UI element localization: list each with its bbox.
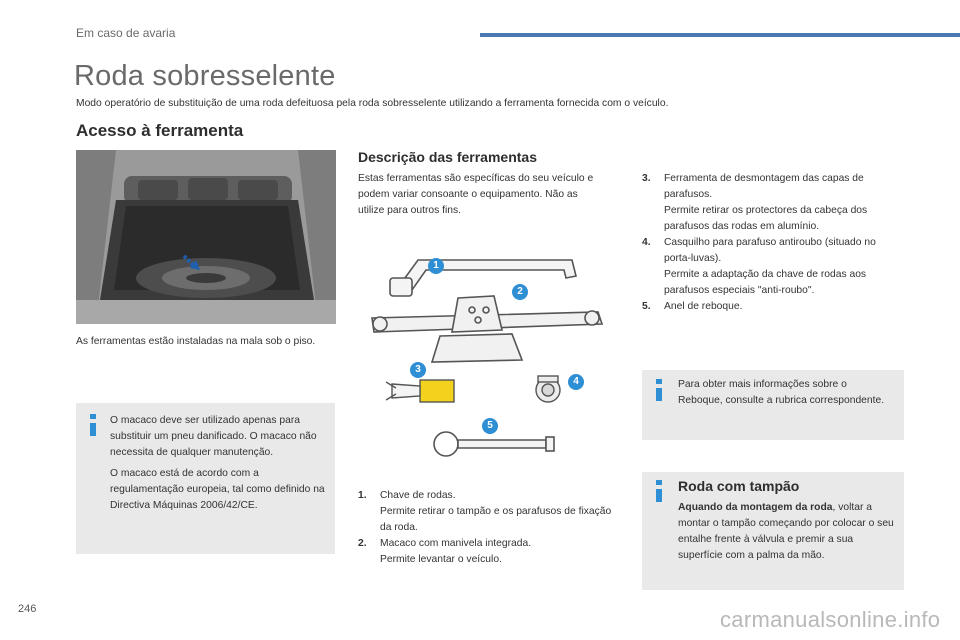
list-item-title: Chave de rodas. [380,490,456,501]
list-item-number: 3. [642,173,651,184]
hubcap-tool [386,380,454,402]
list-item-title: Anel de reboque. [664,301,743,312]
list-item-title: Ferramenta de desmontagem das capas de parafusos. [664,173,864,200]
info-icon [656,388,662,401]
note-hubcap-rest: , voltar a montar o tampão começando por colocar o seu entalhe frente à válvula e premir a sua superfície com a palma da mão. [678,502,894,561]
section-title: Acesso à ferramenta [76,121,244,140]
page-intro: Modo operatório de substituição de uma roda defeituosa pela roda sobresselente utilizando a ferramenta fornecida com o veículo. [76,98,669,109]
list-item-number: 5. [642,301,651,312]
note-towing [642,370,904,440]
list-item-detail: Permite levantar o veículo. [380,554,502,565]
note-hubcap-bold: Aquando da montagem da roda [678,502,833,513]
trunk-photo-drawing [76,150,336,324]
label-5: 5 [482,418,498,434]
label-2: 2 [512,284,528,300]
trunk-photo [76,150,336,324]
info-icon [90,423,96,436]
list-item-detail: Permite a adaptação da chave de rodas aos parafusos especiais "anti-roubo". [664,269,867,296]
note-hubcap-title: Roda com tampão [678,478,800,494]
list-item-detail: Permite retirar os protectores da cabeça dos parafusos das rodas em alumínio. [664,205,868,232]
list-item-number: 4. [642,237,651,248]
list-item [358,536,620,568]
note-jack-p2: O macaco está de acordo com a regulamentação europeia, tal como definido na Directiva Máquinas 2006/42/CE. [110,468,325,511]
list-item-number: 1. [358,490,367,501]
label-4: 4 [568,374,584,390]
towing-eye [434,432,554,456]
list-item-title: Macaco com manivela integrada. [380,538,532,549]
page-number: 246 [18,603,37,615]
note-hubcap [642,472,904,590]
list-item [642,299,904,315]
list-item [642,235,904,299]
header-accent-bar [480,33,960,37]
list-item [642,171,904,235]
tools-list-right [642,171,904,315]
description-text: Estas ferramentas são específicas do seu veículo e podem variar consoante o equipamento. Não as utilize para outros fins. [358,173,594,216]
list-item-number: 2. [358,538,367,549]
list-item-detail: Permite retirar o tampão e os parafusos de fixação da roda. [380,506,612,533]
tools-list-left [358,488,620,568]
jack [372,296,602,362]
tools-illustration [362,238,616,466]
wheel-wrench [390,260,576,296]
note-jack-p1: O macaco deve ser utilizado apenas para substituir um pneu danificado. O macaco não necessita de qualquer manutenção. [110,415,317,458]
label-3: 3 [410,362,426,378]
info-icon [656,489,662,502]
description-title: Descrição das ferramentas [358,149,537,165]
anti-theft-socket [536,376,560,402]
label-1: 1 [428,258,444,274]
tools-caption: As ferramentas estão instaladas na mala sob o piso. [76,336,316,347]
page-title: Roda sobresselente [74,60,336,92]
note-hubcap-text [678,500,898,564]
list-item [358,488,620,536]
note-towing-text: Para obter mais informações sobre o Reboque, consulte a rubrica correspondente. [678,379,885,406]
note-jack [76,403,335,554]
list-item-title: Casquilho para parafuso antiroubo (situado no porta-luvas). [664,237,876,264]
section-header: Em caso de avaria [76,26,176,40]
watermark: carmanualsonline.info [720,607,941,632]
